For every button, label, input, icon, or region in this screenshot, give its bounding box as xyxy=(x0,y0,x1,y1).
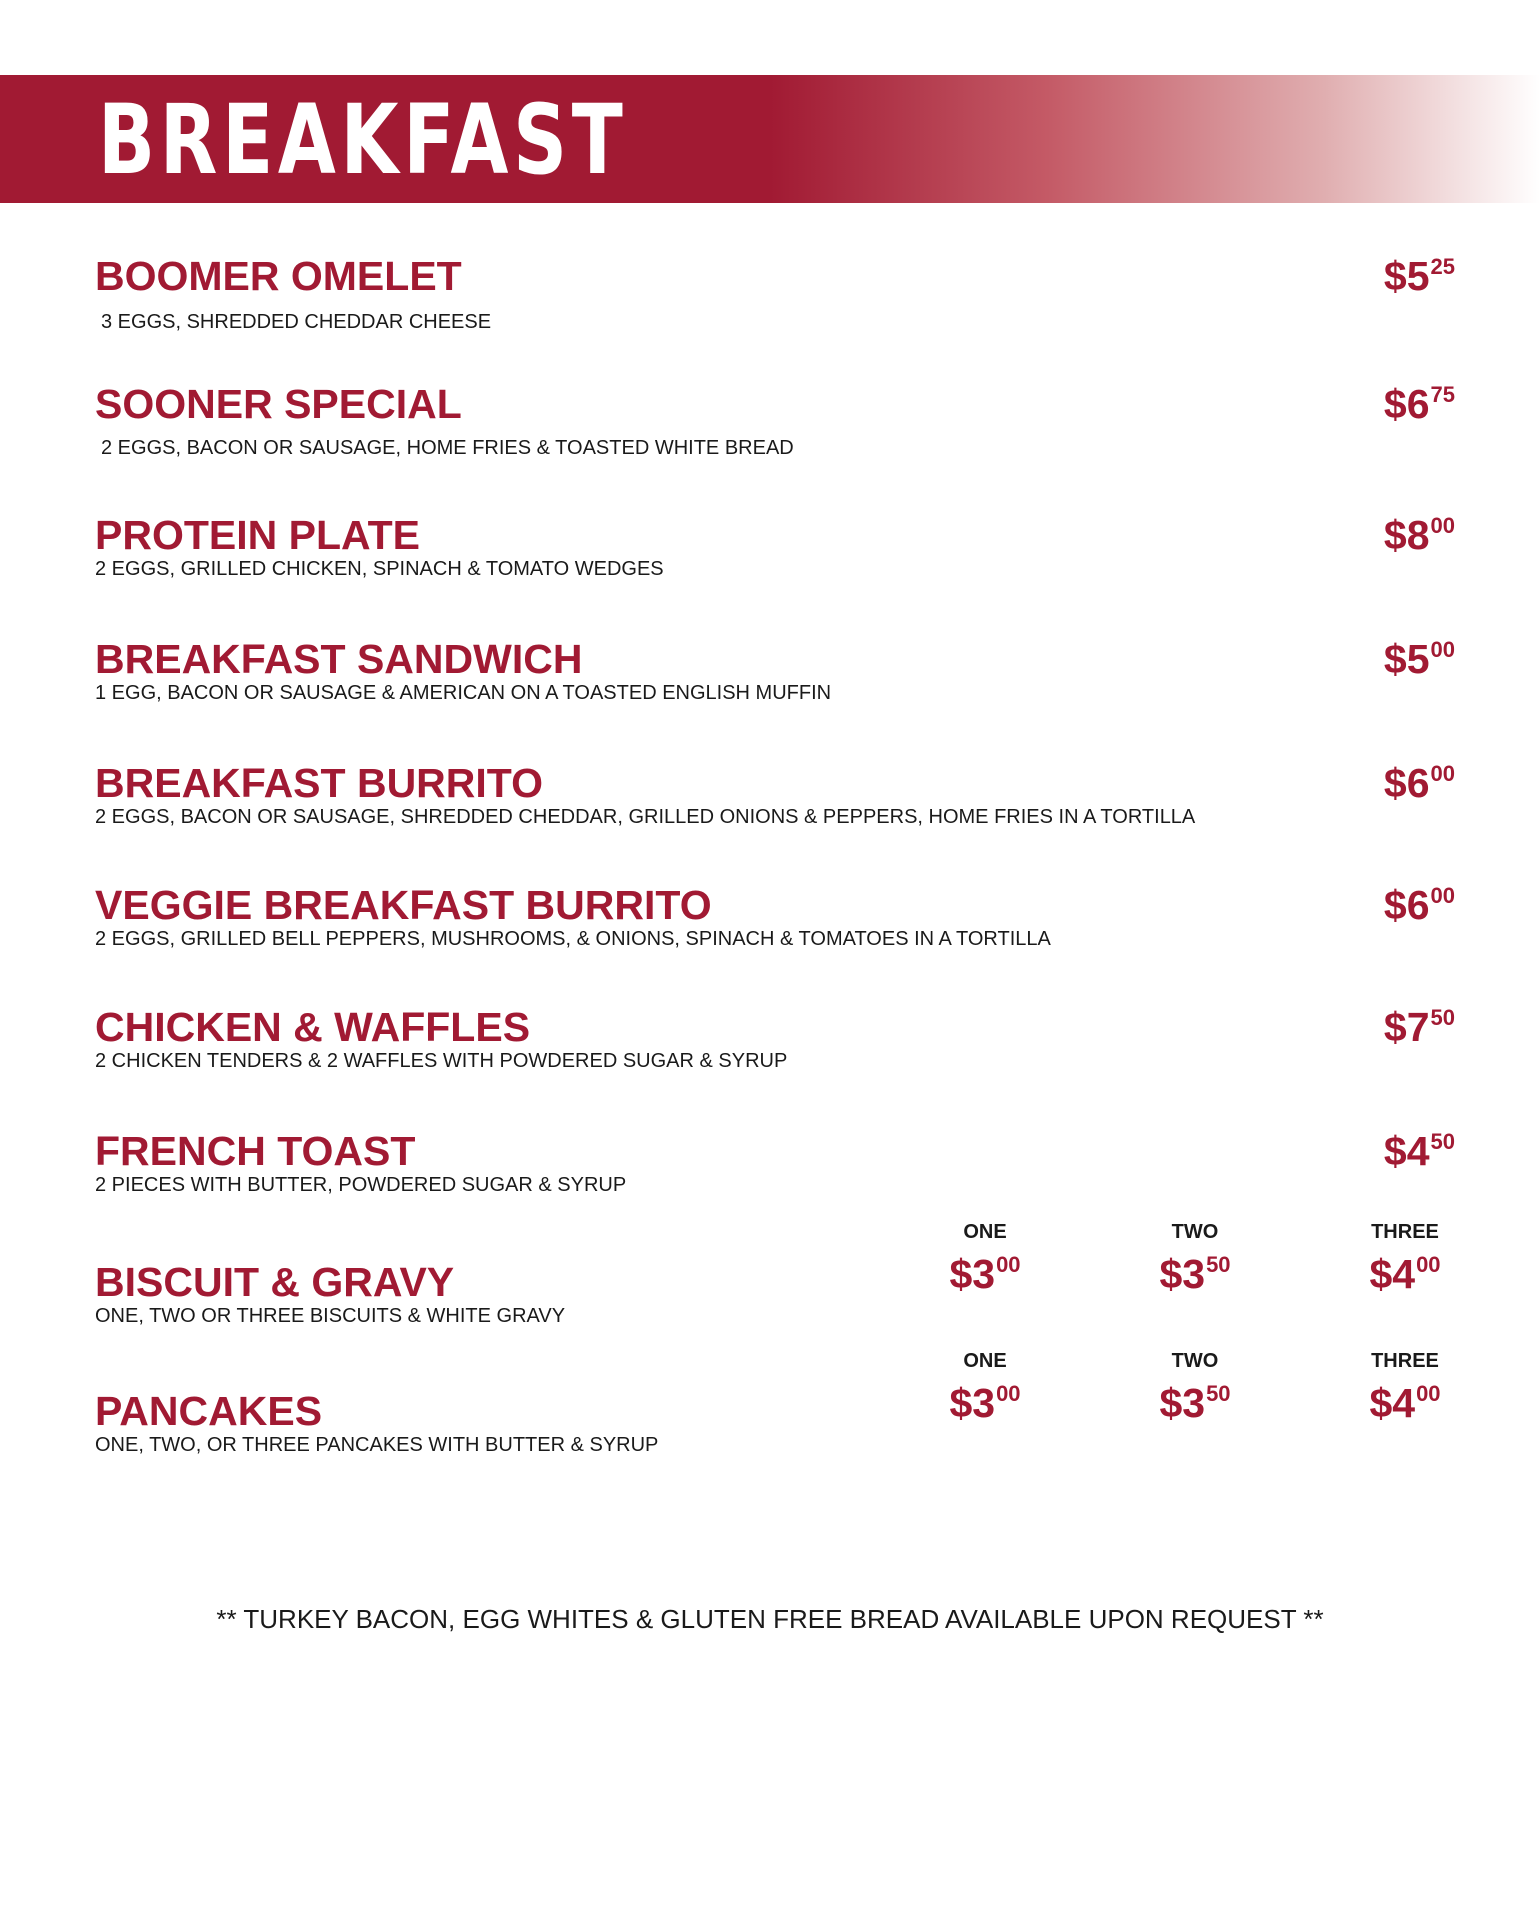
price-dollars: $3 xyxy=(949,1380,996,1426)
item-name: FRENCH TOAST xyxy=(95,1128,416,1174)
item-name: BISCUIT & GRAVY xyxy=(95,1259,455,1305)
tier-price xyxy=(1345,1252,1465,1296)
item-description: ONE, TWO OR THREE BISCUITS & WHITE GRAVY xyxy=(95,1305,566,1327)
tier-price xyxy=(1345,1381,1465,1425)
price-dollars: $4 xyxy=(1383,1128,1430,1174)
item-price xyxy=(1384,254,1455,298)
price-cents: 50 xyxy=(1430,1129,1455,1154)
price-cents: 50 xyxy=(1206,1252,1231,1277)
item-price xyxy=(1384,382,1455,426)
tier-price xyxy=(925,1381,1045,1425)
item-name: PANCAKES xyxy=(95,1388,323,1434)
price-cents: 50 xyxy=(1430,1005,1455,1030)
item-price xyxy=(1384,1129,1455,1173)
price-tier-two xyxy=(1135,1349,1255,1425)
item-name: CHICKEN & WAFFLES xyxy=(95,1004,531,1050)
tier-label: TWO xyxy=(1171,1221,1219,1243)
price-cents: 00 xyxy=(1430,883,1455,908)
menu-item-pancakes xyxy=(95,1349,1455,1469)
price-tier-one xyxy=(925,1349,1045,1425)
item-price xyxy=(1384,761,1455,805)
page-title: BREAKFAST xyxy=(98,84,628,196)
price-dollars: $3 xyxy=(1159,1380,1206,1426)
price-cents: 00 xyxy=(1416,1252,1441,1277)
tier-label: TWO xyxy=(1171,1350,1219,1372)
header-banner xyxy=(0,75,1540,203)
item-name: BREAKFAST BURRITO xyxy=(95,760,543,806)
item-description: 2 EGGS, BACON OR SAUSAGE, SHREDDED CHEDDAR, GRILLED ONIONS & PEPPERS, HOME FRIES IN A TORTILLA xyxy=(95,806,1196,828)
price-cents: 00 xyxy=(996,1381,1021,1406)
item-description: 2 EGGS, BACON OR SAUSAGE, HOME FRIES & TOASTED WHITE BREAD xyxy=(101,437,794,459)
price-dollars: $3 xyxy=(1159,1251,1206,1297)
item-description: ONE, TWO, OR THREE PANCAKES WITH BUTTER & SYRUP xyxy=(95,1434,659,1456)
price-cents: 75 xyxy=(1430,382,1455,407)
price-dollars: $6 xyxy=(1383,381,1430,427)
tier-label: THREE xyxy=(1371,1350,1439,1372)
item-price xyxy=(1384,1005,1455,1049)
tier-label: ONE xyxy=(963,1221,1007,1243)
tier-price xyxy=(1135,1252,1255,1296)
price-cents: 25 xyxy=(1430,254,1455,279)
price-cents: 00 xyxy=(996,1252,1021,1277)
item-description: 2 EGGS, GRILLED BELL PEPPERS, MUSHROOMS, & ONIONS, SPINACH & TOMATOES IN A TORTILLA xyxy=(95,928,1051,950)
menu-item-biscuit-and-gravy xyxy=(95,1220,1455,1340)
footnote: ** TURKEY BACON, EGG WHITES & GLUTEN FREE BREAD AVAILABLE UPON REQUEST ** xyxy=(216,1604,1324,1634)
tier-label: ONE xyxy=(963,1350,1007,1372)
tier-price xyxy=(925,1252,1045,1296)
price-cents: 00 xyxy=(1430,761,1455,786)
item-description: 1 EGG, BACON OR SAUSAGE & AMERICAN ON A TOASTED ENGLISH MUFFIN xyxy=(95,682,832,704)
price-cents: 50 xyxy=(1206,1381,1231,1406)
tier-label: THREE xyxy=(1371,1221,1439,1243)
price-tier-three xyxy=(1345,1220,1465,1296)
price-cents: 00 xyxy=(1430,513,1455,538)
price-dollars: $8 xyxy=(1383,512,1430,558)
item-name: SOONER SPECIAL xyxy=(95,381,462,427)
price-tier-two xyxy=(1135,1220,1255,1296)
price-dollars: $3 xyxy=(949,1251,996,1297)
price-dollars: $6 xyxy=(1383,760,1430,806)
price-cents: 00 xyxy=(1430,637,1455,662)
item-name: BOOMER OMELET xyxy=(95,253,462,299)
tier-price xyxy=(1135,1381,1255,1425)
item-price xyxy=(1384,637,1455,681)
item-description: 3 EGGS, SHREDDED CHEDDAR CHEESE xyxy=(101,311,492,333)
price-dollars: $5 xyxy=(1383,253,1430,299)
item-description: 2 PIECES WITH BUTTER, POWDERED SUGAR & SYRUP xyxy=(95,1174,627,1196)
item-price xyxy=(1384,883,1455,927)
price-cents: 00 xyxy=(1416,1381,1441,1406)
price-dollars: $4 xyxy=(1369,1251,1416,1297)
item-name: VEGGIE BREAKFAST BURRITO xyxy=(95,882,712,928)
item-name: BREAKFAST SANDWICH xyxy=(95,636,583,682)
item-description: 2 CHICKEN TENDERS & 2 WAFFLES WITH POWDERED SUGAR & SYRUP xyxy=(95,1050,788,1072)
item-description: 2 EGGS, GRILLED CHICKEN, SPINACH & TOMATO WEDGES xyxy=(95,558,664,580)
price-dollars: $5 xyxy=(1383,636,1430,682)
item-price xyxy=(1384,513,1455,557)
price-tier-one xyxy=(925,1220,1045,1296)
price-dollars: $7 xyxy=(1383,1004,1430,1050)
price-dollars: $4 xyxy=(1369,1380,1416,1426)
price-dollars: $6 xyxy=(1383,882,1430,928)
item-name: PROTEIN PLATE xyxy=(95,512,420,558)
price-tier-three xyxy=(1345,1349,1465,1425)
